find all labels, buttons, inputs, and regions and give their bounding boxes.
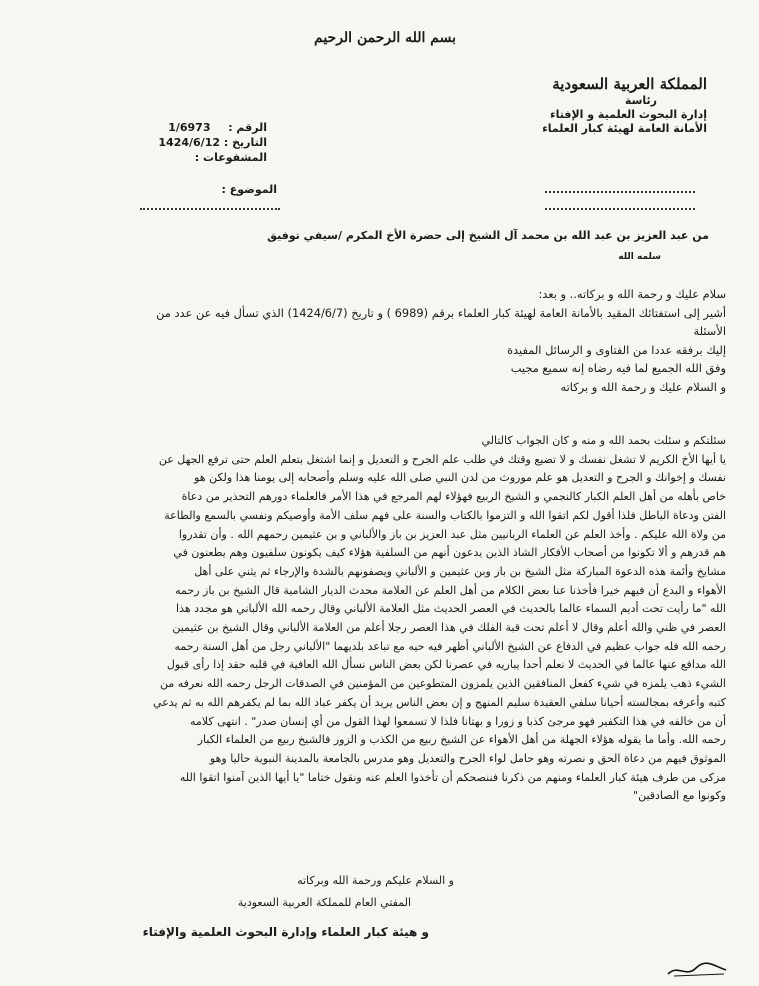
- address-line: من عبد العزيز بن عبد الله بن محمد آل الشيخ إلى حضرة الأخ المكرم /سيفي توفيق: [267, 229, 709, 242]
- number-row: [142, 120, 267, 135]
- opening-prayer: وفق الله الجميع لما فيه رضاه إنه سميع مجيب: [510, 361, 726, 376]
- date-value: 1424/6/12: [158, 136, 221, 149]
- opening-greeting: سلام عليك و رحمة الله و بركاته.. و بعد:: [538, 287, 726, 301]
- secretariat-name: الأمانة العامة لهيئة كبار العلماء: [542, 122, 707, 135]
- basmala-heading: بسم الله الرحمن الرحيم: [314, 30, 456, 46]
- opening-reference-cont: الأسئلة: [693, 324, 726, 339]
- body-line: هم قدرهم و ألا تكونوا من أصحاب الأفكار الشاذ الذين يدعون أنهم من السلفية هؤلاء كيف يكونون سلفيون وهم يطعنون في: [173, 546, 726, 560]
- body-line: كتبه وأعرفه بمجالسته أحيانا سلفي العقيدة سليم المنهج و إن بعض الناس يريد أن يكفر عباد الله بما لم يكفرهم الله به ثم يدعي: [153, 695, 726, 709]
- body-line: مشايخ وأئمة هذه الدعوة المباركة مثل الشيخ بن باز وبن عثيمين و الألباني ويصفونهم بالشدة والإرجاء ثم يثني على أهل: [194, 564, 726, 578]
- number-label: الرقم :: [228, 121, 267, 134]
- body-line: الله مدافع عنها عالما في الحديث لا نعلم أحدا يباريه في عصرنا لكن بعض الناس نسأل الله العافية في قلبه حقد إذا رأى قبول: [166, 658, 726, 672]
- opening-block: [31, 285, 726, 397]
- body-line: الشيء ذهب يلمزه في شيء كفعل المنافقين الذين يلمزون المتطوعين من المؤمنين في الصدقات الرجل رحمه الله نعرفه من: [160, 677, 726, 691]
- date-row: [142, 135, 267, 150]
- answer-body: [21, 432, 726, 806]
- number-value: 1/6973: [168, 121, 211, 134]
- body-line: سئلتكم و سئلت بحمد الله و منه و كان الجواب كالتالي: [481, 434, 726, 447]
- body-line: رحمه الله فله جواب عظيم في الدفاع عن الشيخ الألباني أظهر فيه حيه مع تباعد بلديهما "الألباني رجل من أهل السنة رحمه: [174, 639, 726, 653]
- body-line: نفسك و إخوانك و الجرح و التعديل هو علم موروث من لدن النبي صلى الله عليه وسلم وأصحابه إلى يومنا هذا ولكن هو: [194, 471, 726, 485]
- opening-enclosure: إليك برفقه عددا من الفتاوى و الرسائل المفيدة: [507, 342, 726, 357]
- subject-dotted-line-2: [140, 208, 280, 210]
- letterhead-block: [467, 74, 707, 136]
- presidency-label: رئاسة: [624, 94, 657, 107]
- body-line: خاص بأهله من أهل العلم الكبار كالنجمي و الشيخ الربيع فهؤلاء لهم المرجع في هذا الأمر فالعلماء دورهم التحذير من دعاة: [181, 490, 726, 504]
- closing-salam: و السلام عليكم ورحمة الله وبركاته: [297, 874, 454, 887]
- subject-dotted-line-1: [545, 191, 695, 193]
- handwritten-signature-icon: [664, 956, 734, 982]
- subject-label: الموضوع :: [221, 183, 277, 196]
- body-line: من ولاة الله عليكم . وأخذ العلم عن العلماء الربانيين مثل عبد العزيز بن باز والألباني و بن عثيمين رحمهم الله . وأن تقدروا: [178, 527, 726, 541]
- body-line: وكونوا مع الصادقين": [633, 789, 726, 803]
- body-line: رحمه الله. وأما ما يقوله هؤلاء الجهلة من أهل الأهواء عن الشيخ ربيع من الكذب و الزور فالشيخ ربيع من العلماء الكبار: [197, 733, 726, 747]
- date-label: التاريخ :: [223, 136, 267, 149]
- body-line: مزكى من طرف هيئة كبار العلماء ومنهم من ذكرنا فننصحكم أن تأخذوا العلم عنه ونقول ختاما "يا أيها الذين آمنوا اتقوا الله: [179, 770, 726, 784]
- body-line: يا أيها الأخ الكريم لا تشغل نفسك و لا تضيع وقتك في طلب علم الجرح و التعديل و إنما اشتغل بتعلم العلم حتى ترفع الجهل عن: [158, 452, 726, 466]
- body-line: الفتن ودعاة الباطل فلذا أقول لكم اتقوا الله و التزموا بالكتاب والسنة على فهم سلف الأمة وأوصيكم ونفسي بالسمع والطاعة: [164, 508, 726, 522]
- attachments-row: [142, 150, 267, 165]
- council-title: و هيئة كبار العلماء وإدارة البحوث العلمية والإفتاء: [142, 925, 429, 939]
- reference-block: [142, 120, 267, 165]
- body-line: الله "ما رأيت تحت أديم السماء عالما بالحديث في العصر الحديث مثل العلامة الألباني وقال رحمه الله الألباني هو مجدد هذا: [176, 602, 726, 616]
- opening-salam: و السلام عليك و رحمة الله و بركاته: [560, 379, 726, 394]
- address-salutation: سلمه الله: [618, 252, 661, 262]
- mufti-title: المفتي العام للمملكة العربية السعودية: [237, 896, 411, 909]
- body-line: العصر في ظني والله أعلم وقال لا أعلم تحت قبة الفلك في هذا العصر رجلا أعلم من العلامة الألباني وقال الشيخ بن عثيمين: [172, 621, 726, 635]
- kingdom-name: المملكة العربية السعودية: [552, 75, 707, 93]
- body-line: الموثوق فيهم من دعاة الحق و نصرته وهو حامل لواء الجرح والتعديل وهو مدرس بالجامعة بالمدينة النبوية حاليا وهو: [209, 751, 726, 765]
- body-line: أن من خالفه في هذا التكفير فهو مرجئ كذبا و زورا و بهتانا فلذا لا تسمعوا لهذا القول من أي إنسان صدر" . انتهى كلامه: [189, 714, 726, 728]
- department-name: إدارة البحوث العلمية و الإفتاء: [550, 108, 707, 121]
- subject-dotted-line-3: [545, 208, 695, 210]
- body-line: الأهواء و البدع أن فيهم خيرا فأخذنا عنا بعض الكلام من أهل العلم عن العلامة محدث الديار الشامية قال الشيخ بن باز رحمه: [175, 583, 726, 597]
- opening-reference: أشير إلى استفتائك المقيد بالأمانة العامة لهيئة كبار العلماء برقم (6989 ) و تاريخ (1424/6/7) الذي تسأل فيه عن عدد من: [156, 305, 726, 320]
- attachments-label: المشفوعات :: [194, 151, 267, 164]
